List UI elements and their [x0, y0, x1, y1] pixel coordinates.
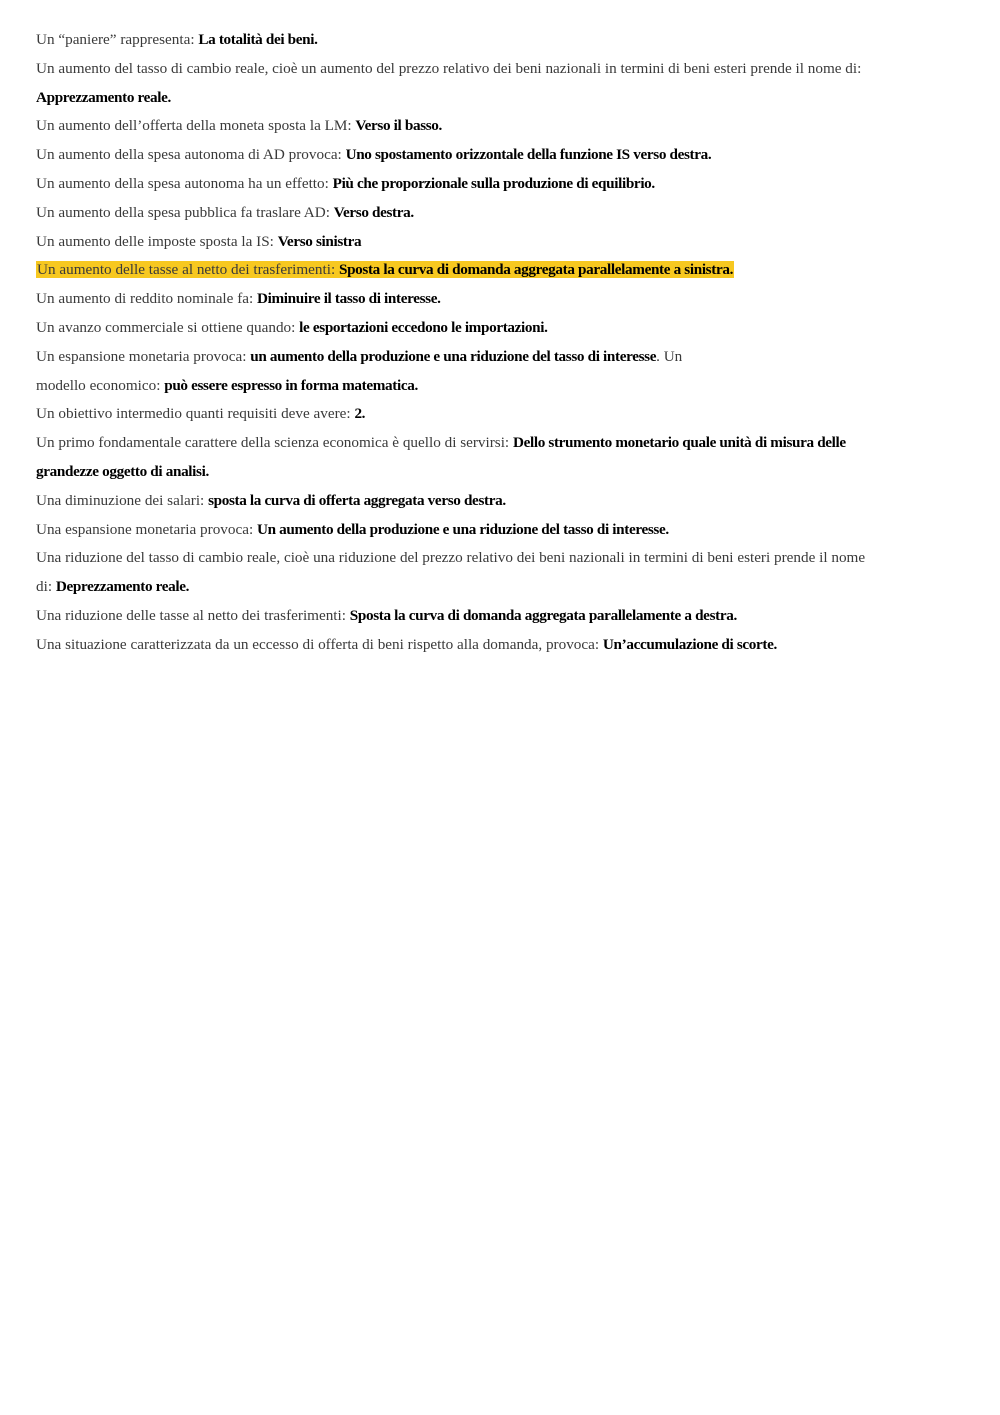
- question-text: Un aumento di reddito nominale fa:: [36, 290, 258, 308]
- answer-text: La totalità dei beni.: [198, 31, 318, 48]
- question-text: Un aumento della spesa autonoma di AD provoca:: [36, 146, 346, 164]
- text-line: [36, 170, 966, 199]
- text-line: [36, 228, 966, 257]
- question-text: Una riduzione delle tasse al netto dei trasferimenti:: [36, 606, 350, 624]
- answer-text: Sposta la curva di domanda aggregata parallelamente a destra.: [349, 606, 737, 624]
- text-line: [36, 516, 966, 545]
- answer-text: Dello strumento monetario quale unità di misura delle: [512, 434, 846, 452]
- question-text: Un primo fondamentale carattere della scienza economica è quello di servirsi:: [36, 434, 513, 452]
- answer-text: un aumento della produzione e una riduzione del tasso di interesse: [250, 347, 657, 365]
- answer-text: può essere espresso in forma matematica.: [164, 376, 418, 394]
- answer-text: grandezze oggetto di analisi.: [36, 462, 209, 480]
- question-text: modello economico:: [36, 376, 165, 394]
- text-line: [36, 141, 966, 170]
- answer-text: Un aumento della produzione e una riduzione del tasso di interesse.: [256, 520, 669, 538]
- highlight-mark: [36, 261, 734, 278]
- question-text: Un “paniere” rappresenta:: [36, 31, 199, 48]
- trailing-text: . Un: [656, 347, 683, 365]
- question-text: Una espansione monetaria provoca:: [36, 520, 257, 538]
- question-text: di:: [36, 578, 56, 596]
- question-text: Un avanzo commerciale si ottiene quando:: [36, 318, 300, 336]
- answer-text: 2.: [354, 405, 366, 423]
- answer-text: Verso sinistra: [277, 232, 362, 250]
- text-line: [36, 199, 966, 228]
- text-line: [36, 26, 966, 55]
- answer-text: Verso il basso.: [355, 117, 442, 135]
- answer-text: Apprezzamento reale.: [36, 88, 171, 106]
- question-text: Una situazione caratterizzata da un eccesso di offerta di beni rispetto alla domanda, provoca:: [36, 635, 603, 653]
- text-line: [36, 55, 966, 84]
- answer-text: sposta la curva di offerta aggregata verso destra.: [208, 491, 506, 509]
- question-text: Una riduzione del tasso di cambio reale, cioè una riduzione del prezzo relativo dei beni nazionali in termini di beni esteri prende il nome: [36, 549, 866, 567]
- answer-text: Diminuire il tasso di interesse.: [257, 290, 441, 308]
- answer-text: Più che proporzionale sulla produzione di equilibrio.: [332, 174, 655, 192]
- text-line: [36, 112, 966, 141]
- answer-text: Deprezzamento reale.: [55, 578, 190, 596]
- text-line: [36, 631, 966, 660]
- question-text: Una diminuzione dei salari:: [36, 491, 209, 509]
- text-line: [36, 602, 966, 631]
- question-text: Un espansione monetaria provoca:: [36, 347, 251, 365]
- text-line: [36, 400, 966, 429]
- text-line: [36, 573, 966, 602]
- text-line: [36, 343, 966, 372]
- document-page: [36, 26, 966, 660]
- answer-text: Sposta la curva di domanda aggregata parallelamente a sinistra.: [338, 261, 734, 279]
- answer-text: Verso destra.: [333, 203, 414, 221]
- text-line: [36, 285, 966, 314]
- text-line: [36, 429, 966, 458]
- text-line: [36, 372, 966, 401]
- text-line: [36, 84, 966, 113]
- question-text: Un aumento del tasso di cambio reale, cioè un aumento del prezzo relativo dei beni nazionali in termini di beni esteri prende il nome di:: [36, 59, 862, 77]
- text-line: [36, 544, 966, 573]
- text-line: [36, 458, 966, 487]
- question-text: Un aumento dell’offerta della moneta sposta la LM:: [36, 117, 356, 135]
- question-text: Un aumento delle tasse al netto dei trasferimenti:: [37, 261, 339, 279]
- answer-text: Uno spostamento orizzontale della funzione IS verso destra.: [345, 146, 712, 164]
- answer-text: le esportazioni eccedono le importazioni.: [299, 318, 548, 336]
- question-text: Un aumento della spesa pubblica fa traslare AD:: [36, 203, 334, 221]
- answer-text: Un’accumulazione di scorte.: [602, 635, 777, 653]
- question-text: Un obiettivo intermedio quanti requisiti deve avere:: [36, 405, 355, 423]
- text-line: [36, 314, 966, 343]
- highlighted-text-line: [36, 256, 966, 285]
- question-text: Un aumento della spesa autonoma ha un effetto:: [36, 174, 333, 192]
- text-line: [36, 487, 966, 516]
- question-text: Un aumento delle imposte sposta la IS:: [36, 232, 278, 250]
